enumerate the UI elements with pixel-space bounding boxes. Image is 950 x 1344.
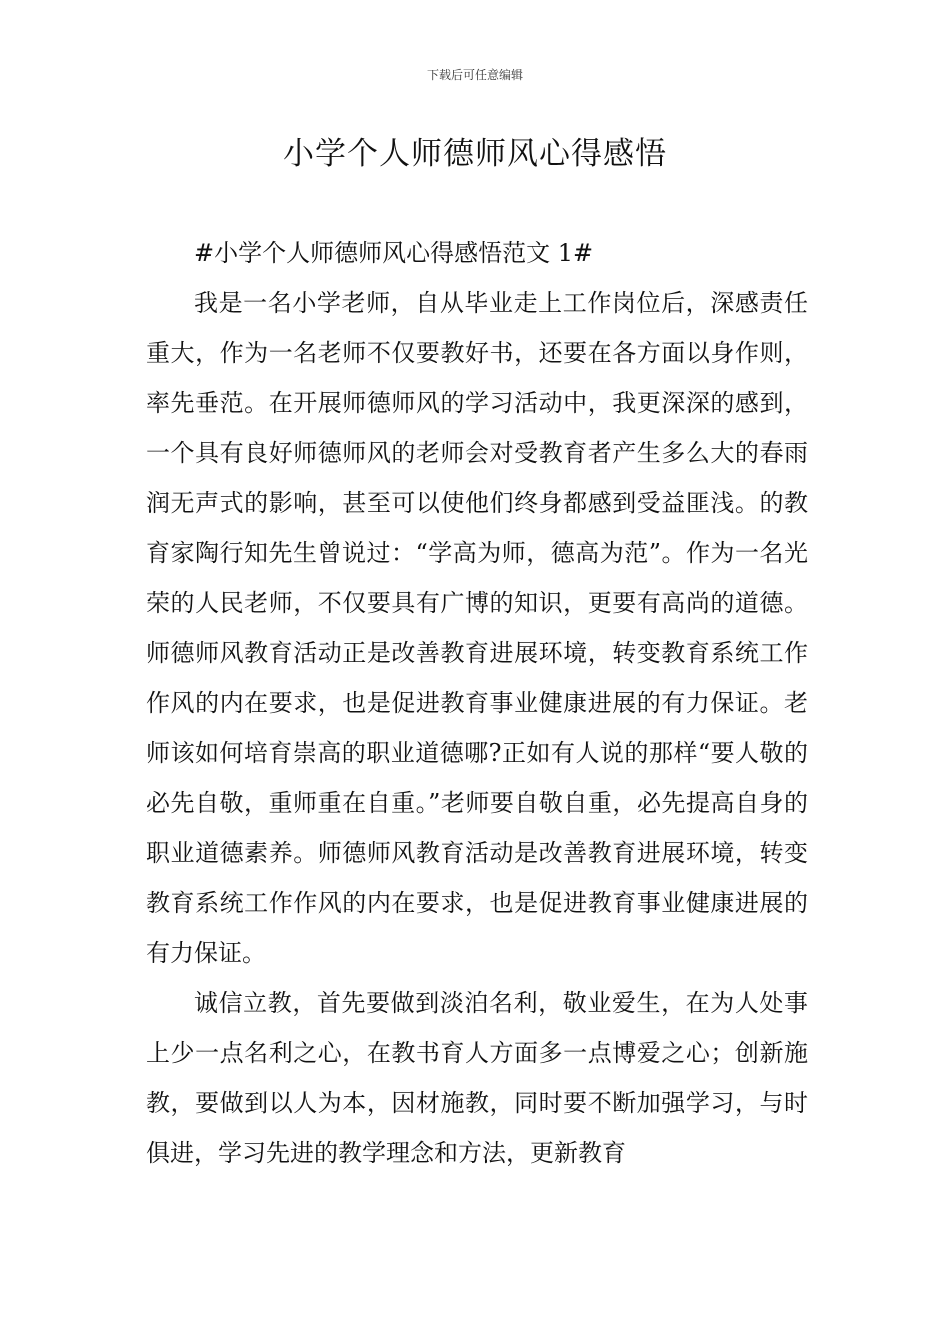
document-body: [146, 228, 808, 1178]
header-note: 下载后可任意编辑: [426, 68, 523, 82]
document-title: 小学个人师德师风心得感悟: [283, 136, 667, 172]
paragraph-2: 诚信立教，首先要做到淡泊名利，敬业爱生，在为人处事上少一点名利之心，在教书育人方面多一点博爱之心；创新施教，要做到以人为本，因材施教，同时要不断加强学习，与时俱进，学习先进的教学理念和方法，更新教育: [146, 989, 808, 1167]
section-heading: #小学个人师德师风心得感悟范文 1#: [194, 239, 594, 267]
paragraph-1: 我是一名小学老师，自从毕业走上工作岗位后，深感责任重大，作为一名老师不仅要教好书，还要在各方面以身作则，率先垂范。在开展师德师风的学习活动中，我更深深的感到，一个具有良好师德师风的老师会对受教育者产生多么大的春雨润无声式的影响，甚至可以使他们终身都感到受益匪浅。的教育家陶行知先生曾说过：“学高为师，德高为范”。作为一名光荣的人民老师，不仅要具有广博的知识，更要有高尚的道德。师德师风教育活动正是改善教育进展环境，转变教育系统工作作风的内在要求，也是促进教育事业健康进展的有力保证。老师该如何培育崇高的职业道德哪?正如有人说的那样“要人敬的必先自敬，重师重在自重。”老师要自敬自重，必先提高自身的职业道德素养。师德师风教育活动是改善教育进展环境，转变教育系统工作作风的内在要求，也是促进教育事业健康进展的有力保证。: [146, 289, 808, 967]
